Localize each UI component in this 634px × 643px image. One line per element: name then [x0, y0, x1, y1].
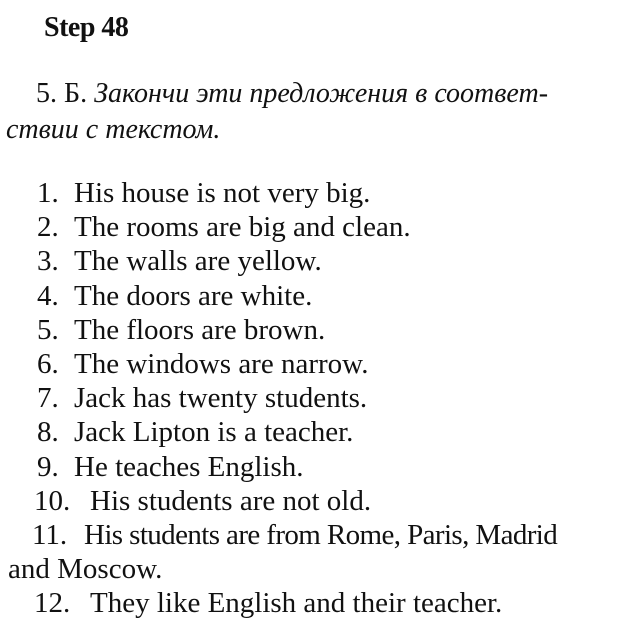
task-instruction: [6, 76, 626, 148]
item-text: Jack has twenty students.: [74, 382, 368, 415]
item-text-continuation: and Moscow.: [8, 553, 163, 586]
item-number: 9.: [37, 450, 59, 483]
list-item: [0, 347, 634, 381]
list-item: [0, 210, 634, 244]
item-text: His students are not old.: [90, 484, 372, 517]
list-item: [0, 415, 634, 449]
item-number: 7.: [37, 382, 59, 415]
item-text: Jack Lipton is a teacher.: [74, 416, 354, 449]
item-number: 3.: [37, 245, 59, 278]
list-item: [0, 313, 634, 347]
item-text: The rooms are big and clean.: [74, 211, 411, 244]
task-instruction-line1: Закончи эти предложения в соответ-: [94, 78, 549, 109]
list-item: [0, 279, 634, 313]
item-number: 12.: [34, 587, 71, 620]
list-item: [0, 484, 634, 518]
item-number: 2.: [37, 211, 59, 244]
list-item: [0, 586, 634, 620]
item-text: He teaches English.: [74, 450, 304, 483]
task-number: 5. Б.: [36, 78, 88, 109]
item-text: They like English and their teacher.: [90, 587, 503, 620]
sentence-list: [0, 176, 634, 620]
item-number: 10.: [34, 484, 71, 517]
item-number: 5.: [37, 313, 59, 346]
item-text: The floors are brown.: [74, 313, 326, 346]
item-number: 11.: [32, 518, 68, 551]
list-item: [0, 244, 634, 278]
item-text: The doors are white.: [74, 279, 313, 312]
item-number: 1.: [37, 177, 59, 209]
item-text: His students are from Rome, Paris, Madrid: [84, 518, 558, 551]
list-item: [0, 176, 634, 210]
step-title: Step 48: [44, 12, 129, 43]
item-number: 6.: [37, 347, 59, 380]
item-text: His house is not very big.: [74, 177, 371, 209]
item-number: 8.: [37, 416, 59, 449]
list-item: [0, 518, 634, 586]
item-text: The windows are narrow.: [74, 347, 369, 380]
list-item: [0, 381, 634, 415]
item-text: The walls are yellow.: [74, 245, 322, 278]
task-instruction-line2: ствии с текстом.: [6, 114, 221, 145]
list-item: [0, 450, 634, 484]
item-number: 4.: [37, 279, 59, 312]
